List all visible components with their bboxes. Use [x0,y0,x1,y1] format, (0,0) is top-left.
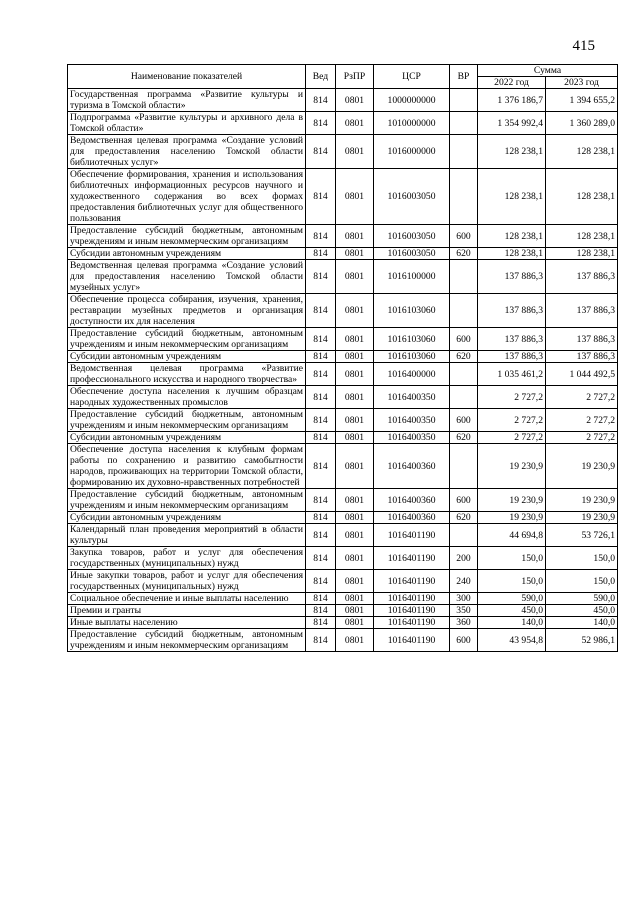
row-csr: 1016400360 [374,489,450,512]
row-name: Ведомственная целевая программа «Создание условий для предоставления населению Томской области музейных услуг» [68,260,306,294]
row-sum-2022: 128 238,1 [478,248,546,260]
row-sum-2022: 137 886,3 [478,260,546,294]
row-sum-2022: 19 230,9 [478,489,546,512]
row-vr [450,444,478,489]
row-sum-2022: 128 238,1 [478,135,546,169]
row-vr [450,294,478,328]
col-header-vr: ВР [450,65,478,89]
row-csr: 1016003050 [374,169,450,225]
row-vr [450,260,478,294]
row-vr [450,112,478,135]
table-row [68,512,618,524]
row-name: Премии и гранты [68,605,306,617]
row-name: Государственная программа «Развитие культуры и туризма в Томской области» [68,89,306,112]
row-name: Обеспечение формирования, хранения и использования библиотечных информационных ресурсов научного и художественного содержания во всех формах предоставления библиотечных услуг для общественного пользования [68,169,306,225]
row-rzpr: 0801 [336,135,374,169]
row-sum-2022: 137 886,3 [478,294,546,328]
row-ved: 814 [306,351,336,363]
table-row [68,444,618,489]
row-vr: 600 [450,328,478,351]
row-name: Предоставление субсидий бюджетным, автономным учреждениям и иным некоммерческим организациям [68,225,306,248]
col-header-2023: 2023 год [546,77,618,89]
row-sum-2023: 2 727,2 [546,432,618,444]
row-rzpr: 0801 [336,605,374,617]
row-vr [450,363,478,386]
row-ved: 814 [306,593,336,605]
row-sum-2022: 450,0 [478,605,546,617]
row-ved: 814 [306,547,336,570]
row-ved: 814 [306,89,336,112]
row-ved: 814 [306,363,336,386]
row-ved: 814 [306,444,336,489]
table-row [68,432,618,444]
table-row [68,386,618,409]
row-csr: 1010000000 [374,112,450,135]
col-header-2022: 2022 год [478,77,546,89]
row-csr: 1016000000 [374,135,450,169]
col-header-sum: Сумма [478,65,618,77]
row-rzpr: 0801 [336,489,374,512]
row-name: Календарный план проведения мероприятий в области культуры [68,524,306,547]
row-rzpr: 0801 [336,386,374,409]
row-name: Обеспечение доступа населения к лучшим образцам народных художественных промыслов [68,386,306,409]
row-sum-2023: 52 986,1 [546,629,618,652]
row-sum-2022: 137 886,3 [478,328,546,351]
row-sum-2022: 2 727,2 [478,409,546,432]
row-rzpr: 0801 [336,524,374,547]
row-vr: 600 [450,629,478,652]
row-sum-2023: 128 238,1 [546,169,618,225]
row-csr: 1016100000 [374,260,450,294]
row-vr [450,524,478,547]
row-vr: 620 [450,512,478,524]
row-sum-2023: 150,0 [546,547,618,570]
row-sum-2023: 590,0 [546,593,618,605]
table-row [68,629,618,652]
row-sum-2023: 19 230,9 [546,444,618,489]
row-name: Обеспечение доступа населения к клубным формам работы по сохранению и развитию самобытности народов, проживающих на территории Томской области, формированию их духовно-нравственных потребностей [68,444,306,489]
table-row [68,248,618,260]
row-ved: 814 [306,248,336,260]
table-row [68,169,618,225]
table-row [68,89,618,112]
row-ved: 814 [306,524,336,547]
row-sum-2022: 19 230,9 [478,512,546,524]
row-name: Предоставление субсидий бюджетным, автономным учреждениям и иным некоммерческим организациям [68,489,306,512]
row-ved: 814 [306,225,336,248]
row-rzpr: 0801 [336,629,374,652]
row-ved: 814 [306,169,336,225]
row-csr: 1016400350 [374,409,450,432]
row-name: Субсидии автономным учреждениям [68,432,306,444]
row-sum-2023: 137 886,3 [546,351,618,363]
row-csr: 1016401190 [374,617,450,629]
row-vr: 300 [450,593,478,605]
row-csr: 1016003050 [374,248,450,260]
row-rzpr: 0801 [336,444,374,489]
row-sum-2022: 19 230,9 [478,444,546,489]
row-vr: 620 [450,351,478,363]
row-name: Субсидии автономным учреждениям [68,512,306,524]
row-rzpr: 0801 [336,112,374,135]
row-sum-2023: 19 230,9 [546,512,618,524]
row-sum-2022: 128 238,1 [478,169,546,225]
row-csr: 1016401190 [374,524,450,547]
table-row [68,135,618,169]
col-header-csr: ЦСР [374,65,450,89]
page-number: 415 [572,38,595,54]
table-row [68,328,618,351]
row-sum-2023: 137 886,3 [546,328,618,351]
row-csr: 1016401190 [374,570,450,593]
row-csr: 1016103060 [374,294,450,328]
row-name: Субсидии автономным учреждениям [68,248,306,260]
row-ved: 814 [306,409,336,432]
row-name: Предоставление субсидий бюджетным, автономным учреждениям и иным некоммерческим организациям [68,328,306,351]
row-ved: 814 [306,570,336,593]
row-rzpr: 0801 [336,547,374,570]
row-ved: 814 [306,512,336,524]
row-csr: 1016401190 [374,547,450,570]
row-sum-2023: 128 238,1 [546,225,618,248]
table-row [68,524,618,547]
row-rzpr: 0801 [336,570,374,593]
row-sum-2023: 1 044 492,5 [546,363,618,386]
row-ved: 814 [306,294,336,328]
row-sum-2022: 1 035 461,2 [478,363,546,386]
row-rzpr: 0801 [336,328,374,351]
row-sum-2023: 2 727,2 [546,386,618,409]
row-rzpr: 0801 [336,432,374,444]
row-sum-2023: 2 727,2 [546,409,618,432]
row-vr: 360 [450,617,478,629]
row-rzpr: 0801 [336,294,374,328]
table-row [68,570,618,593]
row-sum-2023: 128 238,1 [546,135,618,169]
row-sum-2023: 140,0 [546,617,618,629]
row-csr: 1016003050 [374,225,450,248]
row-name: Закупка товаров, работ и услуг для обеспечения государственных (муниципальных) нужд [68,547,306,570]
table-row [68,547,618,570]
row-name: Иные закупки товаров, работ и услуг для обеспечения государственных (муниципальных) нужд [68,570,306,593]
table-row [68,489,618,512]
row-vr [450,89,478,112]
row-name: Подпрограмма «Развитие культуры и архивного дела в Томской области» [68,112,306,135]
row-rzpr: 0801 [336,351,374,363]
row-ved: 814 [306,260,336,294]
row-name: Социальное обеспечение и иные выплаты населению [68,593,306,605]
row-name: Субсидии автономным учреждениям [68,351,306,363]
row-name: Обеспечение процесса собирания, изучения, хранения, реставрации музейных предметов и организация доступности их для населения [68,294,306,328]
row-ved: 814 [306,135,336,169]
row-csr: 1016103060 [374,351,450,363]
row-csr: 1016401190 [374,629,450,652]
row-sum-2022: 128 238,1 [478,225,546,248]
row-sum-2022: 150,0 [478,547,546,570]
col-header-rzpr: РзПР [336,65,374,89]
row-vr: 200 [450,547,478,570]
row-vr: 620 [450,432,478,444]
row-rzpr: 0801 [336,89,374,112]
table-row [68,351,618,363]
row-sum-2022: 1 354 992,4 [478,112,546,135]
row-ved: 814 [306,328,336,351]
table-row [68,605,618,617]
row-csr: 1016103060 [374,328,450,351]
row-sum-2022: 1 376 186,7 [478,89,546,112]
row-rzpr: 0801 [336,169,374,225]
row-name: Иные выплаты населению [68,617,306,629]
row-csr: 1016400360 [374,512,450,524]
row-vr [450,169,478,225]
row-ved: 814 [306,605,336,617]
row-vr [450,135,478,169]
row-sum-2023: 128 238,1 [546,248,618,260]
table-row [68,409,618,432]
col-header-ved: Вед [306,65,336,89]
row-csr: 1016401190 [374,605,450,617]
table-row [68,260,618,294]
row-rzpr: 0801 [336,593,374,605]
row-rzpr: 0801 [336,363,374,386]
row-rzpr: 0801 [336,260,374,294]
row-ved: 814 [306,489,336,512]
row-csr: 1000000000 [374,89,450,112]
table-row [68,593,618,605]
row-sum-2022: 43 954,8 [478,629,546,652]
row-sum-2023: 1 360 289,0 [546,112,618,135]
row-vr [450,386,478,409]
row-sum-2022: 140,0 [478,617,546,629]
table-body [68,89,618,652]
row-sum-2023: 137 886,3 [546,294,618,328]
table-row [68,225,618,248]
row-rzpr: 0801 [336,617,374,629]
row-sum-2023: 53 726,1 [546,524,618,547]
row-sum-2022: 150,0 [478,570,546,593]
row-csr: 1016401190 [374,593,450,605]
table-row [68,363,618,386]
row-name: Предоставление субсидий бюджетным, автономным учреждениям и иным некоммерческим организациям [68,409,306,432]
row-vr: 600 [450,489,478,512]
row-rzpr: 0801 [336,248,374,260]
row-rzpr: 0801 [336,409,374,432]
row-csr: 1016400360 [374,444,450,489]
row-sum-2022: 2 727,2 [478,386,546,409]
row-vr: 600 [450,225,478,248]
budget-table [67,64,618,652]
row-sum-2022: 137 886,3 [478,351,546,363]
row-csr: 1016400000 [374,363,450,386]
row-rzpr: 0801 [336,512,374,524]
row-vr: 600 [450,409,478,432]
row-csr: 1016400350 [374,432,450,444]
row-vr: 620 [450,248,478,260]
row-sum-2022: 44 694,8 [478,524,546,547]
table-row [68,294,618,328]
row-vr: 350 [450,605,478,617]
row-ved: 814 [306,432,336,444]
row-vr: 240 [450,570,478,593]
row-ved: 814 [306,629,336,652]
row-sum-2023: 150,0 [546,570,618,593]
row-name: Предоставление субсидий бюджетным, автономным учреждениям и иным некоммерческим организациям [68,629,306,652]
row-ved: 814 [306,112,336,135]
table-row [68,112,618,135]
row-sum-2023: 137 886,3 [546,260,618,294]
row-name: Ведомственная целевая программа «Развитие профессионального искусства и народного творчества» [68,363,306,386]
table-row [68,617,618,629]
row-sum-2023: 19 230,9 [546,489,618,512]
row-sum-2022: 2 727,2 [478,432,546,444]
row-ved: 814 [306,386,336,409]
row-ved: 814 [306,617,336,629]
row-sum-2022: 590,0 [478,593,546,605]
col-header-name: Наименование показателей [68,65,306,89]
row-rzpr: 0801 [336,225,374,248]
row-sum-2023: 1 394 655,2 [546,89,618,112]
row-sum-2023: 450,0 [546,605,618,617]
row-name: Ведомственная целевая программа «Создание условий для предоставления населению Томской области библиотечных услуг» [68,135,306,169]
table-header-row [68,65,618,77]
row-csr: 1016400350 [374,386,450,409]
